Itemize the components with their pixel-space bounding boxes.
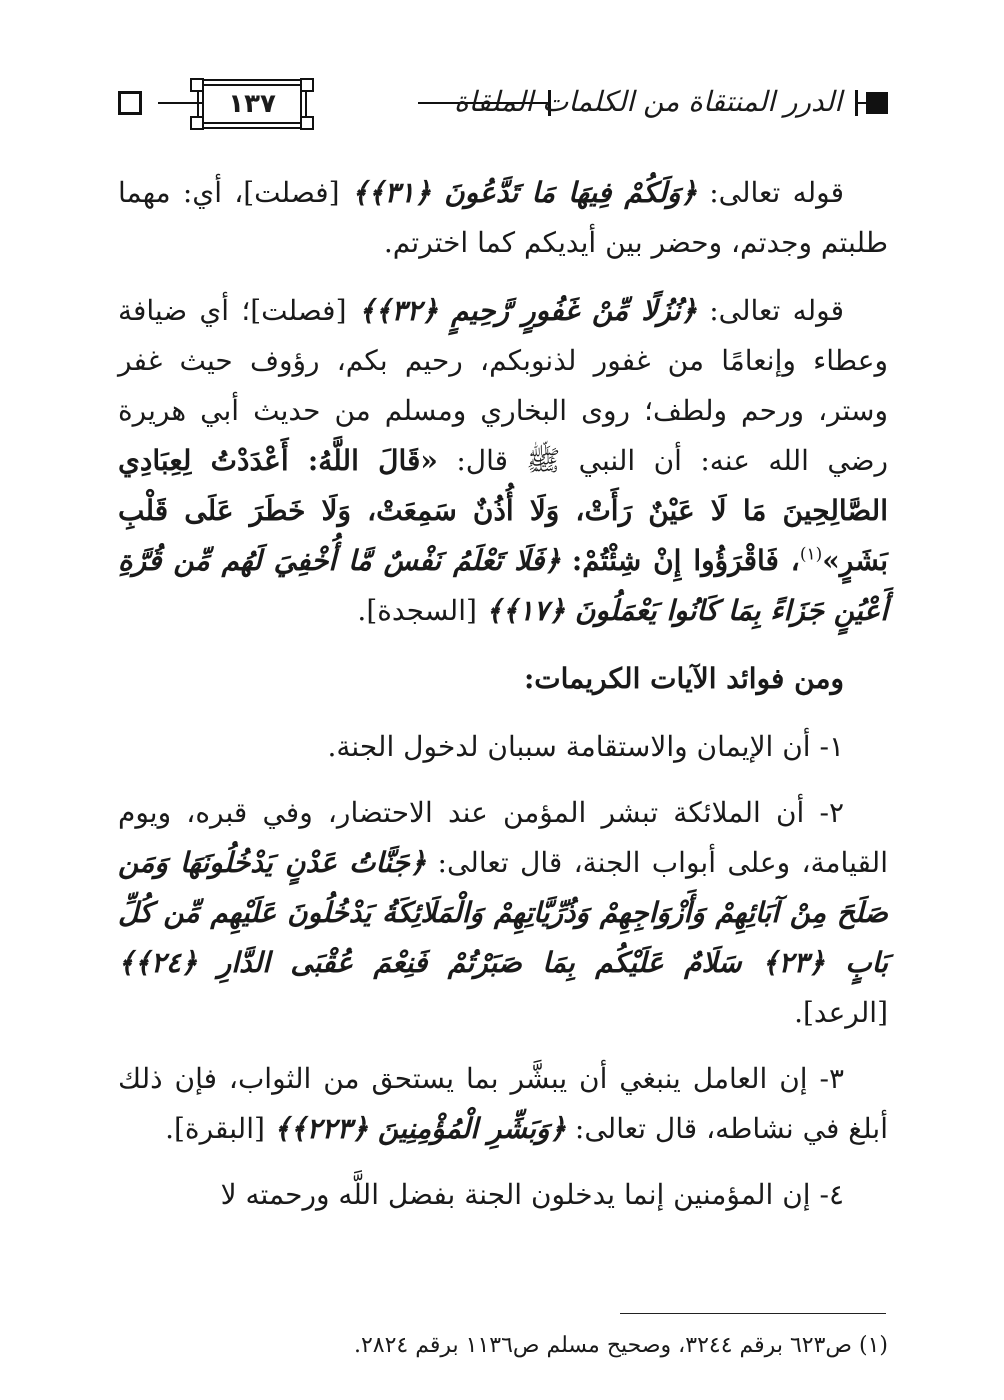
frame-corner-ornament bbox=[300, 116, 314, 130]
commentary-text: أي: مهما طلبتم وجدتم، وحضر بين أيديكم كما اخترتم. bbox=[118, 176, 888, 259]
header-square-ornament-right bbox=[866, 92, 888, 114]
header-square-ornament-left bbox=[118, 91, 142, 115]
footnote-marker[interactable]: (١) bbox=[799, 544, 823, 565]
page-number: ١٣٧ bbox=[228, 89, 276, 119]
verse-intro: قوله تعالى: bbox=[709, 176, 844, 209]
verse-intro: قوله تعالى: bbox=[709, 294, 844, 327]
quran-verse: ﴿وَلَكُمْ فِيهَا مَا تَدَّعُونَ ﴿٣١﴾﴾ bbox=[351, 176, 697, 209]
commentary-text: أي ضيافة وعطاء وإنعامًا من غفور لذنوبكم، رحيم بكم، رؤوف حيث غفر وستر، ورحم ولطف؛ روى البخاري ومسلم من حديث أبي هريرة رضي الله عنه: أن النبي ﷺ قال: bbox=[118, 294, 889, 477]
quran-verse: ﴿فَلَا تَعْلَمُ نَفْسٌ مَّا أُخْفِيَ لَهُم مِّن قُرَّةِ أَعْيُنٍ جَزَاءً بِمَا كَانُوا يَعْمَلُونَ ﴿١٧﴾﴾ bbox=[118, 544, 888, 627]
hadith-continuation: ، فَاقْرَؤُوا إِنْ شِئْتُمْ: bbox=[571, 544, 800, 577]
running-title: الدرر المنتقاة من الكلمات الملقاة bbox=[454, 85, 842, 118]
surah-reference: [الرعد]. bbox=[794, 996, 888, 1029]
paragraph-verse-32 bbox=[118, 286, 888, 636]
surah-reference: [السجدة]. bbox=[357, 594, 477, 627]
page-content bbox=[118, 168, 888, 1220]
section-heading: ومن فوائد الآيات الكريمات: bbox=[523, 662, 844, 695]
footnote-separator bbox=[620, 1313, 886, 1314]
point-text: ٣- إن العامل ينبغي أن يبشَّر بما يستحق من الثواب، فإن ذلك أبلغ في نشاطه، قال تعالى: bbox=[118, 1062, 888, 1145]
page-number-frame bbox=[202, 84, 302, 124]
paragraph-verse-31 bbox=[118, 168, 888, 268]
page-header bbox=[118, 78, 888, 128]
surah-reference: [البقرة]. bbox=[165, 1112, 265, 1145]
surah-reference: [فصلت]، bbox=[234, 176, 340, 209]
footnote: (١) ص٦٢٣ برقم ٣٢٤٤، وصحيح مسلم ص١١٣٦ برقم ٢٨٢٤. bbox=[353, 1333, 888, 1358]
frame-corner-ornament bbox=[190, 78, 204, 92]
hadith-text: «قَالَ اللَّهُ: أَعْدَدْتُ لِعِبَادِي الصَّالِحِينَ مَا لَا عَيْنٌ رَأَتْ، وَلَا أُذُنٌ سَمِعَتْ، وَلَا خَطَرَ عَلَى قَلْبِ بَشَرٍ» bbox=[118, 444, 888, 577]
quran-verse: ﴿وَبَشِّرِ الْمُؤْمِنِينَ ﴿٢٢٣﴾﴾ bbox=[273, 1112, 566, 1145]
benefit-point-1: ١- أن الإيمان والاستقامة سببان لدخول الجنة. bbox=[327, 730, 844, 763]
benefit-point-4: ٤- إن المؤمنين إنما يدخلون الجنة بفضل اللَّه ورحمته لا bbox=[220, 1178, 844, 1211]
header-rule bbox=[858, 102, 866, 104]
frame-corner-ornament bbox=[190, 116, 204, 130]
surah-reference: [فصلت]؛ bbox=[241, 294, 347, 327]
benefit-point-3 bbox=[118, 1054, 888, 1154]
quran-verse: ﴿جَنَّاتُ عَدْنٍ يَدْخُلُونَهَا وَمَن صَلَحَ مِنْ آبَائِهِمْ وَأَزْوَاجِهِمْ وَذُرِّيَّاتِهِمْ وَالْمَلَائِكَةُ يَدْخُلُونَ عَلَيْهِم مِّن كُلِّ بَابٍ ﴿٢٣﴾ سَلَامٌ عَلَيْكُم بِمَا صَبَرْتُمْ فَنِعْمَ عُقْبَى الدَّارِ ﴿٢٤﴾﴾ bbox=[118, 846, 888, 979]
benefit-point-2 bbox=[118, 788, 888, 1038]
quran-verse: ﴿نُزُلًا مِّنْ غَفُورٍ رَّحِيمٍ ﴿٣٢﴾﴾ bbox=[358, 294, 697, 327]
point-text: ٢- أن الملائكة تبشر المؤمن عند الاحتضار، وفي قبره، ويوم القيامة، وعلى أبواب الجنة، قال تعالى: bbox=[118, 796, 888, 879]
frame-corner-ornament bbox=[300, 78, 314, 92]
